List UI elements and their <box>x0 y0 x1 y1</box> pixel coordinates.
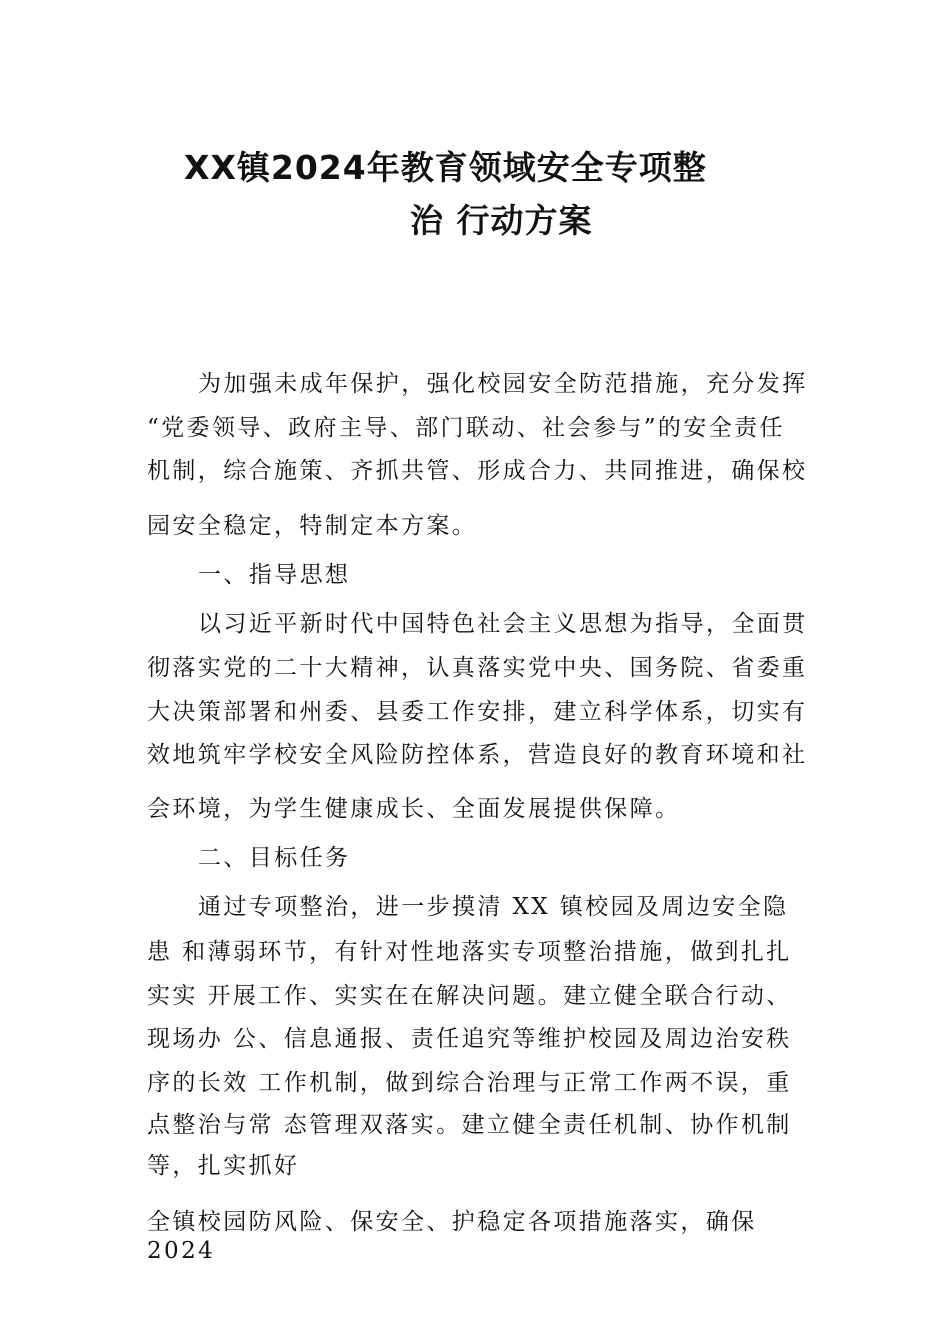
section2-line: 点整治与常 态管理双落实。建立健全责任机制、协作机制 <box>147 1112 792 1138</box>
section2-line: 通过专项整治，进一步摸清 XX 镇校园及周边安全隐 <box>198 894 789 920</box>
section1-line: 会环境，为学生健康成长、全面发展提供保障。 <box>147 796 681 822</box>
section1-line: 效地筑牢学校安全风险防控体系，营造良好的教育环境和社 <box>147 742 808 768</box>
section2-line: 序的长效 工作机制，做到综合治理与正常工作两不误，重 <box>147 1070 792 1096</box>
section2-line: 等，扎实抓好 <box>147 1153 300 1179</box>
section1-line: 彻落实党的二十大精神，认真落实党中央、国务院、省委重 <box>147 655 808 681</box>
intro-line: 为加强未成年保护，强化校园安全防范措施，充分发挥 <box>198 371 808 397</box>
document-title-line-1: XX镇2024年教育领域安全专项整 <box>184 148 707 187</box>
section1-line: 大决策部署和州委、县委工作安排，建立科学体系，切实有 <box>147 699 808 725</box>
section-heading-guiding-ideology: 一、指导思想 <box>198 562 351 588</box>
document-title-line-2: 治 行动方案 <box>410 201 593 240</box>
section2-line: 患 和薄弱环节，有针对性地落实专项整治措施，做到扎扎 <box>147 939 792 965</box>
intro-line: “党委领导、政府主导、部门联动、社会参与”的安全责任 <box>147 415 785 441</box>
section2-line: 实实 开展工作、实实在在解决问题。建立健全联合行动、 <box>147 983 792 1009</box>
continuation-line: 2024 <box>147 1238 216 1264</box>
intro-line: 园安全稳定，特制定本方案。 <box>147 513 478 539</box>
section1-line: 以习近平新时代中国特色社会主义思想为指导，全面贯 <box>198 611 808 637</box>
intro-line: 机制，综合施策、齐抓共管、形成合力、共同推进，确保校 <box>147 458 808 484</box>
section-heading-objectives: 二、目标任务 <box>198 845 351 871</box>
continuation-line: 全镇校园防风险、保安全、护稳定各项措施落实，确保 <box>147 1209 757 1235</box>
section2-line: 现场办 公、信息通报、责任追究等维护校园及周边治安秩 <box>147 1026 792 1052</box>
